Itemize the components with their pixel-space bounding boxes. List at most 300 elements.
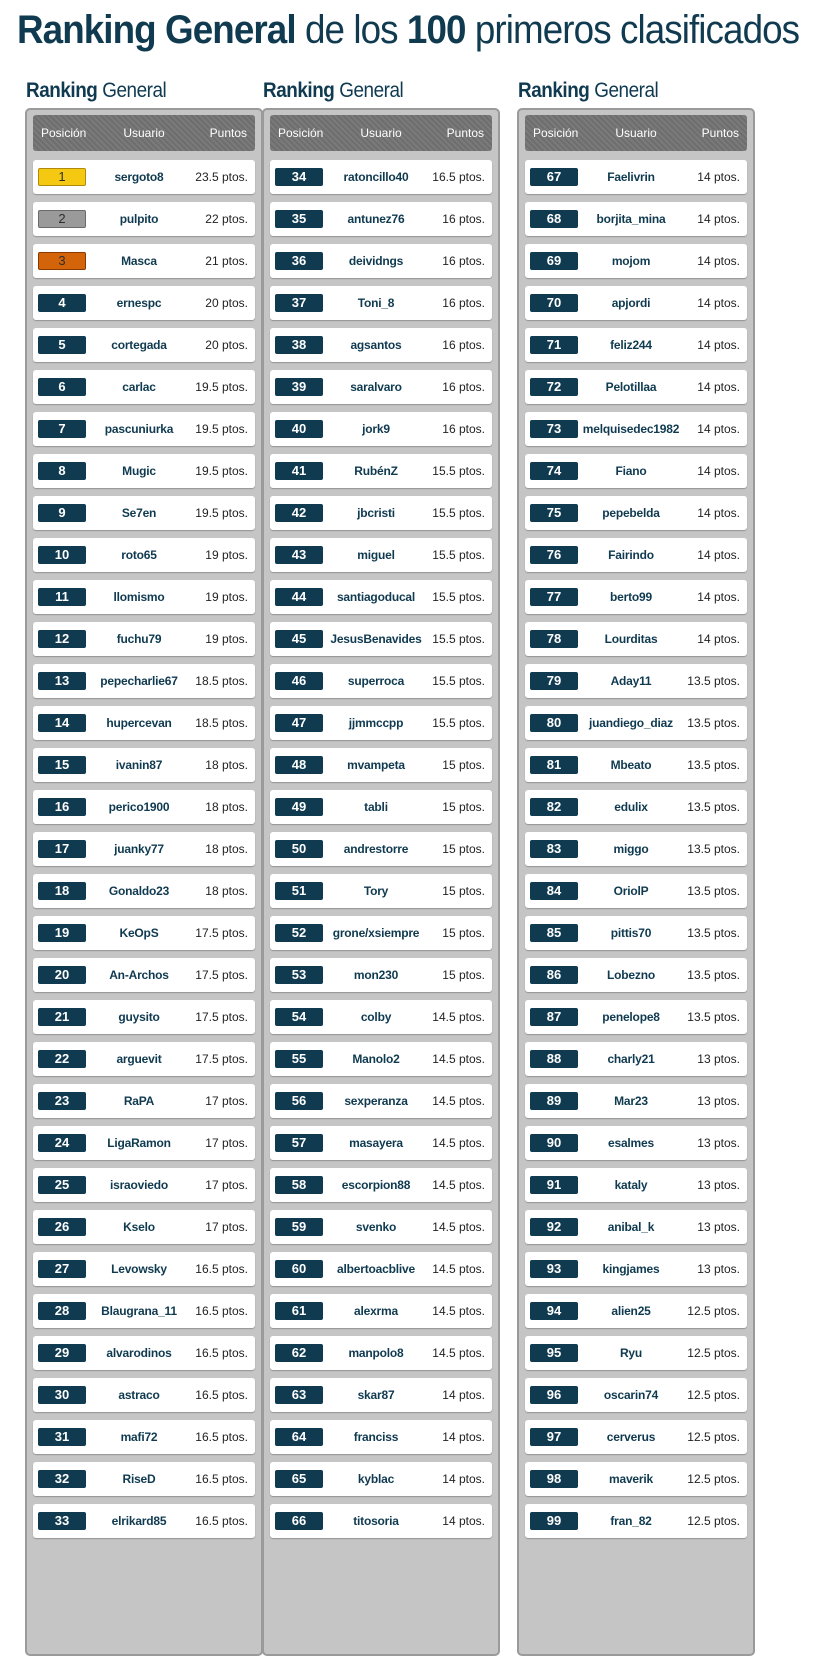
points-value: 16 ptos. [442, 338, 485, 352]
position-badge: 14 [38, 714, 86, 732]
table-row [33, 790, 255, 824]
position-badge: 74 [530, 462, 578, 480]
points-value: 14 ptos. [697, 170, 740, 184]
points-value: 15 ptos. [442, 926, 485, 940]
position-badge: 3 [38, 252, 86, 270]
points-value: 19 ptos. [205, 632, 248, 646]
position-badge: 25 [38, 1176, 86, 1194]
table-row [33, 916, 255, 950]
user-name: jjmmccpp [348, 716, 404, 730]
user-name: pepecharlie67 [100, 674, 178, 688]
points-value: 14 ptos. [442, 1430, 485, 1444]
user-name: juandiego_diaz [589, 716, 673, 730]
points-value: 13.5 ptos. [687, 926, 740, 940]
table-row [33, 1504, 255, 1538]
position-badge: 46 [275, 672, 323, 690]
position-badge: 7 [38, 420, 86, 438]
ranking-rows [33, 160, 255, 1546]
table-header [33, 115, 255, 151]
table-row [525, 622, 747, 656]
points-value: 14 ptos. [697, 380, 740, 394]
table-row [525, 1504, 747, 1538]
user-name: sexperanza [344, 1094, 408, 1108]
points-value: 17 ptos. [205, 1094, 248, 1108]
user-name: skar87 [357, 1388, 395, 1402]
table-row [33, 1420, 255, 1454]
table-row [525, 202, 747, 236]
points-value: 17.5 ptos. [195, 1052, 248, 1066]
position-badge: 50 [275, 840, 323, 858]
user-name: Masca [121, 254, 157, 268]
user-name: Toni_8 [357, 296, 395, 310]
table-row [270, 1252, 492, 1286]
position-badge: 55 [275, 1050, 323, 1068]
user-name: pascuniurka [104, 422, 174, 436]
header-position: Posición [41, 126, 87, 140]
header-points: Puntos [446, 126, 484, 140]
position-badge: 95 [530, 1344, 578, 1362]
table-row [33, 832, 255, 866]
user-name: colby [360, 1010, 392, 1024]
table-row [525, 1084, 747, 1118]
user-name: melquisedec1982 [582, 422, 680, 436]
position-badge: 45 [275, 630, 323, 648]
table-row [33, 1294, 255, 1328]
ranking-rows [270, 160, 492, 1546]
table-row [270, 1378, 492, 1412]
table-row [525, 538, 747, 572]
table-row [270, 748, 492, 782]
table-row [33, 958, 255, 992]
position-badge: 94 [530, 1302, 578, 1320]
table-row [270, 160, 492, 194]
position-badge: 39 [275, 378, 323, 396]
user-name: An-Archos [109, 968, 169, 982]
position-badge: 10 [38, 546, 86, 564]
table-row [270, 412, 492, 446]
table-row [33, 244, 255, 278]
points-value: 14 ptos. [442, 1388, 485, 1402]
position-badge: 49 [275, 798, 323, 816]
position-badge: 82 [530, 798, 578, 816]
table-row [270, 202, 492, 236]
points-value: 16 ptos. [442, 254, 485, 268]
table-row [270, 790, 492, 824]
points-value: 16.5 ptos. [432, 170, 485, 184]
user-name: ratoncillo40 [343, 170, 409, 184]
table-row [270, 1126, 492, 1160]
user-name: fuchu79 [116, 632, 162, 646]
position-badge: 62 [275, 1344, 323, 1362]
points-value: 14 ptos. [697, 632, 740, 646]
position-badge: 35 [275, 210, 323, 228]
user-name: sergoto8 [114, 170, 164, 184]
position-badge: 47 [275, 714, 323, 732]
table-row [33, 706, 255, 740]
table-row [525, 286, 747, 320]
table-row [270, 916, 492, 950]
table-row [270, 1504, 492, 1538]
user-name: grone/xsiempre [332, 926, 420, 940]
table-row [33, 1252, 255, 1286]
table-row [525, 1252, 747, 1286]
user-name: alvarodinos [106, 1346, 172, 1360]
position-badge: 59 [275, 1218, 323, 1236]
points-value: 15 ptos. [442, 842, 485, 856]
table-row [270, 370, 492, 404]
points-value: 19.5 ptos. [195, 506, 248, 520]
position-badge: 72 [530, 378, 578, 396]
position-badge: 28 [38, 1302, 86, 1320]
points-value: 13.5 ptos. [687, 674, 740, 688]
points-value: 14 ptos. [697, 590, 740, 604]
points-value: 12.5 ptos. [687, 1472, 740, 1486]
position-badge: 33 [38, 1512, 86, 1530]
ranking-rows [525, 160, 747, 1546]
table-row [33, 664, 255, 698]
table-row [525, 1000, 747, 1034]
table-row [270, 874, 492, 908]
table-row [270, 538, 492, 572]
points-value: 15.5 ptos. [432, 506, 485, 520]
points-value: 16 ptos. [442, 380, 485, 394]
user-name: Fiano [615, 464, 647, 478]
table-row [33, 1084, 255, 1118]
points-value: 12.5 ptos. [687, 1388, 740, 1402]
position-badge: 5 [38, 336, 86, 354]
position-badge: 89 [530, 1092, 578, 1110]
user-name: hupercevan [106, 716, 172, 730]
user-name: escorpion88 [341, 1178, 411, 1192]
points-value: 16.5 ptos. [195, 1262, 248, 1276]
user-name: Tory [363, 884, 389, 898]
header-position: Posición [278, 126, 324, 140]
position-badge: 84 [530, 882, 578, 900]
table-row [270, 286, 492, 320]
header-points: Puntos [209, 126, 247, 140]
user-name: mafi72 [120, 1430, 158, 1444]
ranking-column-1 [25, 78, 267, 1528]
position-badge: 48 [275, 756, 323, 774]
user-name: masayera [349, 1136, 403, 1150]
position-badge: 13 [38, 672, 86, 690]
table-row [270, 622, 492, 656]
position-badge: 61 [275, 1302, 323, 1320]
position-badge: 81 [530, 756, 578, 774]
table-row [525, 1378, 747, 1412]
column-title-bold: Ranking [263, 79, 335, 102]
user-name: Lobezno [607, 968, 655, 982]
table-row [33, 1378, 255, 1412]
user-name: Fairindo [608, 548, 654, 562]
points-value: 13.5 ptos. [687, 716, 740, 730]
position-badge: 83 [530, 840, 578, 858]
position-badge: 41 [275, 462, 323, 480]
position-badge: 43 [275, 546, 323, 564]
column-title [518, 78, 735, 104]
points-value: 20 ptos. [205, 296, 248, 310]
points-value: 19 ptos. [205, 590, 248, 604]
user-name: llomismo [113, 590, 165, 604]
position-badge: 9 [38, 504, 86, 522]
points-value: 23.5 ptos. [195, 170, 248, 184]
position-badge: 36 [275, 252, 323, 270]
user-name: kingjames [602, 1262, 660, 1276]
position-badge: 19 [38, 924, 86, 942]
points-value: 12.5 ptos. [687, 1346, 740, 1360]
points-value: 16.5 ptos. [195, 1304, 248, 1318]
table-row [270, 1084, 492, 1118]
user-name: LigaRamon [107, 1136, 171, 1150]
position-badge: 69 [530, 252, 578, 270]
user-name: maverik [609, 1472, 653, 1486]
table-row [33, 622, 255, 656]
table-header [270, 115, 492, 151]
position-badge: 42 [275, 504, 323, 522]
points-value: 13 ptos. [697, 1262, 740, 1276]
table-row [33, 454, 255, 488]
position-badge: 79 [530, 672, 578, 690]
points-value: 21 ptos. [205, 254, 248, 268]
user-name: titosoria [353, 1514, 399, 1528]
points-value: 14.5 ptos. [432, 1262, 485, 1276]
column-title [26, 78, 243, 104]
ranking-column-2 [262, 78, 504, 1528]
position-badge: 99 [530, 1512, 578, 1530]
table-row [525, 454, 747, 488]
points-value: 14.5 ptos. [432, 1220, 485, 1234]
table-row [270, 1420, 492, 1454]
user-name: JesusBenavides [330, 632, 422, 646]
points-value: 13.5 ptos. [687, 968, 740, 982]
position-badge: 88 [530, 1050, 578, 1068]
points-value: 13 ptos. [697, 1052, 740, 1066]
position-badge: 54 [275, 1008, 323, 1026]
position-badge: 64 [275, 1428, 323, 1446]
user-name: arguevit [116, 1052, 162, 1066]
position-badge: 23 [38, 1092, 86, 1110]
user-name: perico1900 [108, 800, 170, 814]
position-badge: 68 [530, 210, 578, 228]
points-value: 18 ptos. [205, 758, 248, 772]
user-name: anibal_k [607, 1220, 655, 1234]
user-name: tabli [364, 800, 388, 814]
position-badge: 66 [275, 1512, 323, 1530]
points-value: 16.5 ptos. [195, 1346, 248, 1360]
points-value: 14.5 ptos. [432, 1010, 485, 1024]
position-badge: 6 [38, 378, 86, 396]
table-row [270, 1336, 492, 1370]
user-name: penelope8 [602, 1010, 660, 1024]
user-name: Pelotillaa [605, 380, 657, 394]
user-name: svenko [355, 1220, 397, 1234]
position-badge: 91 [530, 1176, 578, 1194]
header-points: Puntos [701, 126, 739, 140]
points-value: 14 ptos. [697, 548, 740, 562]
user-name: apjordi [611, 296, 651, 310]
position-badge: 29 [38, 1344, 86, 1362]
position-badge: 21 [38, 1008, 86, 1026]
ranking-table [25, 108, 263, 1656]
user-name: berto99 [610, 590, 652, 604]
table-row [270, 1042, 492, 1076]
position-badge: 98 [530, 1470, 578, 1488]
user-name: Ryu [619, 1346, 643, 1360]
table-row [33, 370, 255, 404]
user-name: Mar23 [614, 1094, 648, 1108]
points-value: 13 ptos. [697, 1178, 740, 1192]
table-row [525, 832, 747, 866]
points-value: 19.5 ptos. [195, 380, 248, 394]
table-row [525, 664, 747, 698]
position-badge: 56 [275, 1092, 323, 1110]
user-name: Kselo [123, 1220, 155, 1234]
user-name: jbcristi [357, 506, 395, 520]
points-value: 13.5 ptos. [687, 884, 740, 898]
table-row [525, 958, 747, 992]
title-text-primeros: primeros clasificados [465, 8, 800, 52]
table-row [525, 1210, 747, 1244]
points-value: 15.5 ptos. [432, 674, 485, 688]
user-name: deividngs [348, 254, 404, 268]
points-value: 17 ptos. [205, 1178, 248, 1192]
position-badge: 63 [275, 1386, 323, 1404]
table-row [33, 328, 255, 362]
position-badge: 51 [275, 882, 323, 900]
user-name: Manolo2 [352, 1052, 400, 1066]
table-row [33, 1210, 255, 1244]
user-name: cortegada [111, 338, 167, 352]
table-row [270, 958, 492, 992]
points-value: 16 ptos. [442, 296, 485, 310]
user-name: carlac [122, 380, 156, 394]
user-name: manpolo8 [348, 1346, 404, 1360]
points-value: 13.5 ptos. [687, 1010, 740, 1024]
points-value: 16.5 ptos. [195, 1388, 248, 1402]
user-name: juanky77 [114, 842, 164, 856]
user-name: alexrma [354, 1304, 398, 1318]
position-badge: 26 [38, 1218, 86, 1236]
points-value: 15 ptos. [442, 800, 485, 814]
table-row [525, 1420, 747, 1454]
user-name: israoviedo [109, 1178, 169, 1192]
user-name: RubénZ [354, 464, 398, 478]
points-value: 14 ptos. [442, 1514, 485, 1528]
table-header [525, 115, 747, 151]
header-user: Usuario [123, 126, 165, 140]
table-row [270, 1210, 492, 1244]
position-badge: 65 [275, 1470, 323, 1488]
points-value: 12.5 ptos. [687, 1430, 740, 1444]
user-name: RiseD [122, 1472, 156, 1486]
points-value: 16.5 ptos. [195, 1514, 248, 1528]
title-text-de-los: de los [295, 8, 407, 52]
position-badge: 86 [530, 966, 578, 984]
position-badge: 52 [275, 924, 323, 942]
position-badge: 58 [275, 1176, 323, 1194]
user-name: miggo [613, 842, 649, 856]
position-badge: 15 [38, 756, 86, 774]
column-title-bold: Ranking [26, 79, 98, 102]
position-badge: 11 [38, 588, 86, 606]
position-badge: 27 [38, 1260, 86, 1278]
user-name: Mugic [122, 464, 156, 478]
user-name: Lourditas [604, 632, 658, 646]
position-badge: 67 [530, 168, 578, 186]
table-row [525, 748, 747, 782]
points-value: 18.5 ptos. [195, 716, 248, 730]
position-badge: 20 [38, 966, 86, 984]
points-value: 22 ptos. [205, 212, 248, 226]
points-value: 14.5 ptos. [432, 1136, 485, 1150]
position-badge: 44 [275, 588, 323, 606]
points-value: 16 ptos. [442, 212, 485, 226]
position-badge: 90 [530, 1134, 578, 1152]
position-badge: 71 [530, 336, 578, 354]
user-name: kyblac [357, 1472, 395, 1486]
position-badge: 37 [275, 294, 323, 312]
points-value: 13.5 ptos. [687, 800, 740, 814]
table-row [33, 1126, 255, 1160]
user-name: mojom [611, 254, 651, 268]
points-value: 12.5 ptos. [687, 1304, 740, 1318]
points-value: 17.5 ptos. [195, 926, 248, 940]
user-name: borjita_mina [596, 212, 666, 226]
user-name: esalmes [608, 1136, 654, 1150]
title-bold-count: 100 [406, 8, 466, 52]
points-value: 14.5 ptos. [432, 1304, 485, 1318]
position-badge: 24 [38, 1134, 86, 1152]
user-name: kataly [614, 1178, 648, 1192]
table-row [270, 1168, 492, 1202]
points-value: 15 ptos. [442, 758, 485, 772]
points-value: 18 ptos. [205, 800, 248, 814]
user-name: mvampeta [347, 758, 405, 772]
points-value: 14 ptos. [697, 422, 740, 436]
user-name: miguel [357, 548, 395, 562]
user-name: andrestorre [343, 842, 409, 856]
user-name: astraco [118, 1388, 160, 1402]
ranking-column-3 [517, 78, 759, 1528]
table-row [525, 580, 747, 614]
position-badge: 76 [530, 546, 578, 564]
table-row [525, 370, 747, 404]
position-badge: 80 [530, 714, 578, 732]
table-row [270, 1462, 492, 1496]
position-badge: 8 [38, 462, 86, 480]
points-value: 17.5 ptos. [195, 1010, 248, 1024]
table-row [270, 664, 492, 698]
table-row [33, 1168, 255, 1202]
table-row [525, 1168, 747, 1202]
points-value: 16.5 ptos. [195, 1472, 248, 1486]
table-row [270, 454, 492, 488]
position-badge: 12 [38, 630, 86, 648]
header-position: Posición [533, 126, 579, 140]
user-name: saralvaro [350, 380, 402, 394]
points-value: 13 ptos. [697, 1136, 740, 1150]
position-badge: 57 [275, 1134, 323, 1152]
points-value: 17.5 ptos. [195, 968, 248, 982]
table-row [33, 1042, 255, 1076]
table-row [33, 874, 255, 908]
position-badge: 18 [38, 882, 86, 900]
user-name: Se7en [121, 506, 157, 520]
header-user: Usuario [360, 126, 402, 140]
user-name: Mbeato [610, 758, 652, 772]
user-name: pulpito [119, 212, 159, 226]
points-value: 13.5 ptos. [687, 758, 740, 772]
